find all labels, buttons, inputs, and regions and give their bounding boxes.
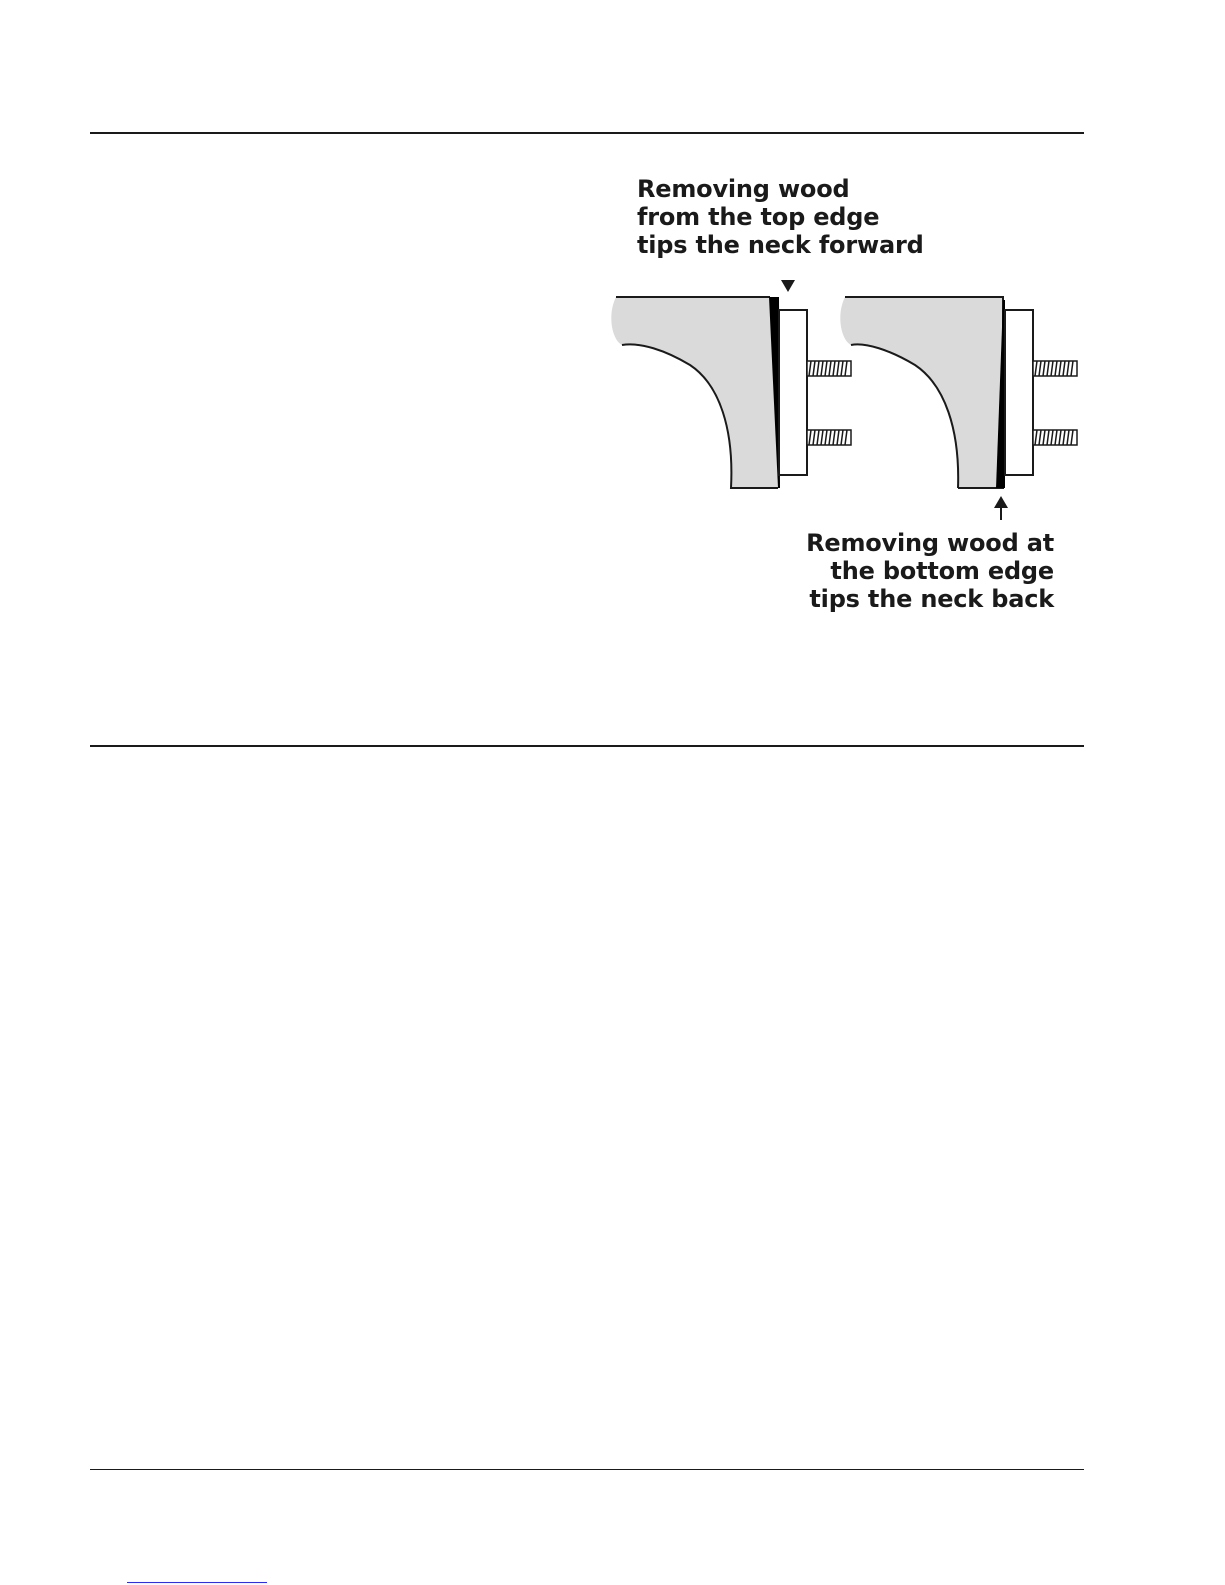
bottom-edge-caption-line: Removing wood at <box>806 529 1054 557</box>
bottom-edge-caption-line: the bottom edge <box>830 557 1054 585</box>
neck-heel-bottom-removed <box>840 297 1077 520</box>
bolt-lower <box>807 430 851 445</box>
top-rule <box>90 132 1084 134</box>
neck-block <box>779 310 807 475</box>
bottom-edge-caption <box>798 529 1054 613</box>
bottom-edge-caption-line: tips the neck back <box>809 585 1054 613</box>
up-arrow-icon <box>994 496 1008 520</box>
top-edge-caption <box>637 175 924 259</box>
bolt-upper <box>807 361 851 376</box>
top-edge-caption-line: Removing wood <box>637 175 850 203</box>
bolt-upper <box>1033 361 1077 376</box>
neck-block <box>1005 310 1033 475</box>
down-arrow-icon <box>781 280 795 292</box>
neck-heel-body <box>611 297 778 488</box>
bolt-lower <box>1033 430 1077 445</box>
neck-heel-body <box>840 297 1003 488</box>
top-edge-caption-line: tips the neck forward <box>637 231 924 259</box>
bottom-rule <box>90 1469 1084 1470</box>
top-edge-caption-line: from the top edge <box>637 203 880 231</box>
middle-rule <box>90 745 1084 747</box>
neck-heel-top-removed <box>611 280 851 488</box>
link-underline[interactable] <box>127 1582 267 1583</box>
neck-joint-diagram <box>600 280 1090 520</box>
